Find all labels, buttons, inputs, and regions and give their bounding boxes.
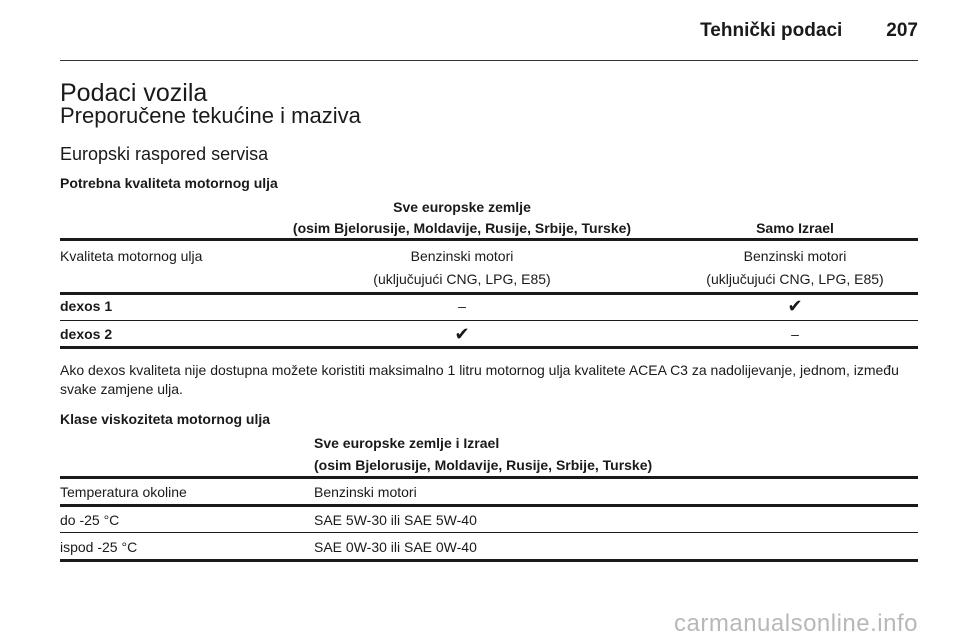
table1-row-divider bbox=[60, 320, 918, 321]
table2-body-rule bbox=[60, 504, 918, 507]
dash-mark: – bbox=[458, 298, 466, 314]
heading-recommended-fluids: Preporučene tekućine i maziva bbox=[60, 103, 361, 128]
table2-row1-value: SAE 5W-30 ili SAE 5W-40 bbox=[314, 512, 477, 528]
table1-col-header-line1: Sve europske zemlje bbox=[393, 199, 531, 215]
table2-header-rule bbox=[60, 476, 918, 479]
heading-vehicle-data: Podaci vozila bbox=[60, 79, 208, 107]
table1-body-rule bbox=[60, 292, 918, 295]
table1-bottom-rule bbox=[60, 346, 918, 349]
table2-col-header-line1: Sve europske zemlje i Izrael bbox=[314, 435, 500, 451]
table1-col2-line1: Benzinski motori bbox=[410, 248, 514, 264]
table2-row-divider bbox=[60, 532, 918, 533]
table2-col-header-line2: (osim Bjelorusije, Moldavije, Rusije, Srbije, Turske) bbox=[314, 457, 653, 473]
dash-mark: – bbox=[791, 326, 799, 342]
site-watermark: carmanualsonline.info bbox=[674, 610, 918, 637]
running-header bbox=[60, 16, 918, 46]
table2-header-value: Benzinski motori bbox=[314, 484, 417, 500]
checkmark-icon: ✔ bbox=[787, 296, 803, 316]
table1-col3-line2: (uključujući CNG, LPG, E85) bbox=[706, 271, 884, 287]
table1-col-header-line2: (osim Bjelorusije, Moldavije, Rusije, Srbije, Turske) bbox=[292, 220, 632, 236]
table1-header-rule bbox=[60, 238, 918, 241]
table1-col-header-israel: Samo Izrael bbox=[756, 220, 834, 236]
table2-row2-value: SAE 0W-30 ili SAE 0W-40 bbox=[314, 539, 477, 555]
table2-header-label: Temperatura okoline bbox=[60, 484, 187, 500]
table2-row2-label: ispod -25 °C bbox=[60, 539, 138, 555]
table1-row-label: Kvaliteta motornog ulja bbox=[60, 248, 203, 264]
table2-row1-label: do -25 °C bbox=[60, 512, 120, 528]
heading-european-service: Europski raspored servisa bbox=[60, 144, 269, 164]
checkmark-icon: ✔ bbox=[454, 324, 470, 344]
table2-caption: Klase viskoziteta motornog ulja bbox=[60, 411, 271, 427]
table1-caption: Potrebna kvaliteta motornog ulja bbox=[60, 175, 278, 191]
header-divider bbox=[60, 60, 918, 61]
page-number: 207 bbox=[886, 20, 918, 41]
section-title: Tehnički podaci bbox=[700, 20, 843, 41]
table1-col3-line1: Benzinski motori bbox=[743, 248, 847, 264]
table1-row1-label: dexos 1 bbox=[60, 298, 113, 314]
table1-col2-line2: (uključujući CNG, LPG, E85) bbox=[373, 271, 551, 287]
table1-row2-label: dexos 2 bbox=[60, 326, 113, 342]
table2-bottom-rule bbox=[60, 559, 918, 562]
oil-note-paragraph: Ako dexos kvaliteta nije dostupna možete koristiti maksimalno 1 litru motornog ulja kvalitete ACEA C3 za nadolijevanje, jednom, između svake zamjene ulja. bbox=[60, 362, 899, 397]
